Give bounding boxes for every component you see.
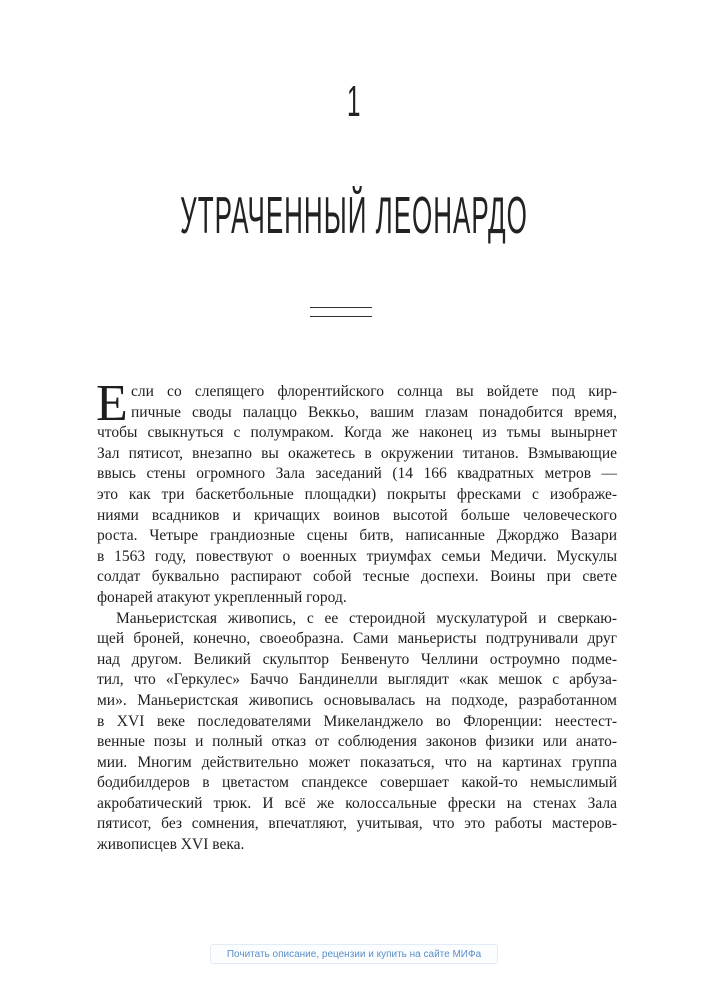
body-line: над другом. Великий скульптор Бенвенуто Челлини остроумно подме-	[97, 650, 617, 668]
drop-cap: Е	[96, 375, 128, 432]
body-line: венные позы и полный отказ от соблюдения законов физики или анато-	[97, 733, 617, 751]
body-line: ниями всадников и кричащих воинов высотой больше человеческого	[97, 506, 617, 524]
body-line: пятисот, без сомнения, впечатляют, учитывая, что это работы мастеров-	[97, 815, 617, 833]
body-line: в 1563 году, повествуют о военных триумфах семьи Медичи. Мускулы	[97, 547, 617, 565]
chapter-body	[96, 375, 617, 856]
body-line: Зал пятисот, внезапно вы окажетесь в окружении титанов. Взмывающие	[97, 444, 617, 462]
chapter-title: УТРАЧЕННЫЙ ЛЕОНАРДО	[180, 187, 528, 245]
body-line: бодибилдеров в цветастом спандексе совершает какой-то немыслимый	[97, 774, 617, 792]
title-divider-top	[310, 307, 372, 308]
body-line: мии. Многим действительно может показаться, что на картинах группа	[97, 753, 617, 771]
body-line: чтобы свыкнуться с полумраком. Когда же наконец из тьмы вынырнет	[97, 424, 617, 442]
title-divider-bottom	[310, 316, 372, 317]
body-line: фонарей атакуют укрепленный город.	[97, 588, 347, 606]
body-line: это как три баскетбольные площадки) покрыты фресками с изображе-	[97, 485, 617, 503]
body-line: пичные своды палаццо Веккьо, вашим глазам понадобится время,	[131, 403, 617, 421]
chapter-number: 1	[346, 77, 362, 126]
body-line: живописцев XVI века.	[97, 836, 245, 854]
body-line: Маньеристская живопись, с ее стероидной мускулатурой и сверкаю-	[116, 609, 617, 627]
body-line: щей броней, конечно, своеобразна. Сами маньеристы подтрунивали друг	[97, 630, 617, 648]
body-line: в XVI веке последователями Микеланджело во Флоренции: неестест-	[97, 712, 617, 730]
buy-on-mif-link[interactable]: Почитать описание, рецензии и купить на сайте МИФа	[210, 944, 498, 964]
body-line: сли со слепящего флорентийского солнца вы войдете под кир-	[131, 383, 617, 400]
paragraph-2	[97, 609, 617, 856]
body-line: ми». Маньеристская живопись основывалась на подходе, разработанном	[97, 691, 617, 709]
body-line: акробатический трюк. И всё же колоссальные фрески на стенах Зала	[97, 794, 617, 812]
body-line: роста. Четыре грандиозные сцены битв, написанные Джорджо Вазари	[97, 527, 617, 545]
body-line: ввысь стены огромного Зала заседаний (14 166 квадратных метров —	[97, 465, 617, 483]
paragraph-1	[96, 375, 617, 609]
body-line: солдат буквально распирают собой тесные доспехи. Воины при свете	[97, 568, 617, 586]
body-line: тил, что «Геркулес» Баччо Бандинелли выглядит «как мешок с арбуза-	[97, 671, 617, 689]
